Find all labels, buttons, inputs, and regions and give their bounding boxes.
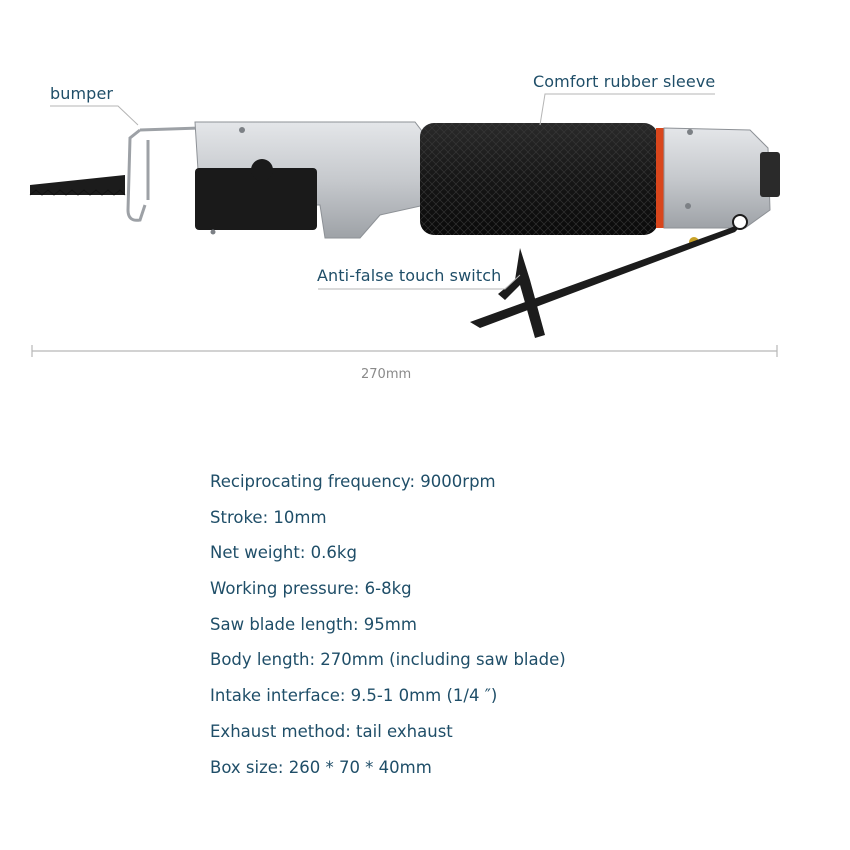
spec-stroke: Stroke: 10mm	[210, 507, 327, 527]
callout-bumper: bumper	[50, 84, 114, 103]
bumper-guard	[128, 128, 200, 220]
spec-body-length: Body length: 270mm (including saw blade)	[210, 650, 566, 670]
callout-rubber-sleeve: Comfort rubber sleeve	[533, 72, 716, 91]
spec-reciprocating-frequency: Reciprocating frequency: 9000rpm	[210, 472, 496, 491]
rubber-sleeve	[420, 123, 658, 235]
rear-housing	[664, 128, 780, 247]
product-figure	[0, 0, 850, 420]
saw-blade	[30, 175, 125, 195]
spec-intake-interface: Intake interface: 9.5-1 0mm (1/4 ″)	[210, 686, 498, 706]
spec-list	[210, 468, 566, 789]
spec-net-weight: Net weight: 0.6kg	[210, 543, 357, 563]
head-housing	[195, 122, 425, 238]
dimension-line	[32, 345, 777, 357]
callout-anti-false-touch-switch: Anti-false touch switch	[317, 266, 502, 285]
spec-exhaust-method: Exhaust method: tail exhaust	[210, 721, 453, 741]
gasket	[656, 128, 664, 228]
dimension-label: 270mm	[361, 367, 412, 382]
spec-saw-blade-length: Saw blade length: 95mm	[210, 614, 417, 634]
air-saw-illustration	[0, 0, 850, 420]
spec-box-size: Box size: 260 * 70 * 40mm	[210, 757, 432, 777]
spec-working-pressure: Working pressure: 6-8kg	[210, 579, 412, 599]
